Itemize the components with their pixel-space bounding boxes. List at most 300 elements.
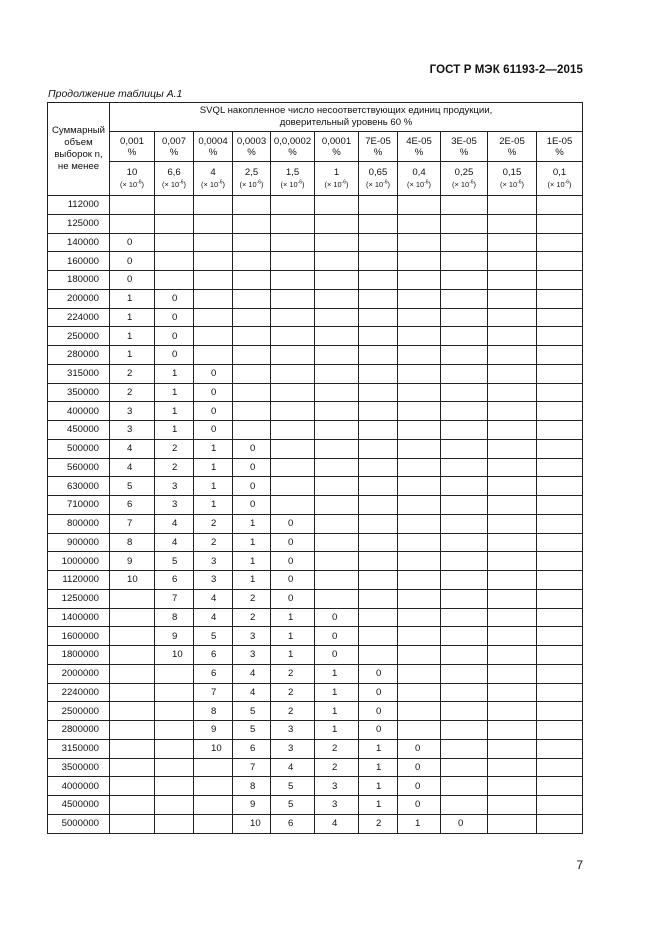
column-svql: 0,007: [161, 135, 186, 147]
table-row: [48, 739, 583, 758]
count-cell: [398, 289, 441, 308]
count-cell: [537, 252, 583, 271]
count-cell: [537, 552, 583, 571]
count-cell: [441, 289, 488, 308]
count-cell: 3: [110, 421, 155, 440]
count-cell: [359, 346, 398, 365]
table-row: [48, 814, 583, 833]
sample-size-cell: 4500000: [48, 796, 110, 815]
count-cell: [441, 364, 488, 383]
column-svql: 2E-05: [499, 135, 525, 147]
count-cell: [398, 233, 441, 252]
table-row: [48, 271, 583, 290]
count-cell: 2: [155, 458, 194, 477]
count-cell: 0: [233, 439, 271, 458]
count-cell: [194, 796, 233, 815]
count-cell: 3: [271, 721, 315, 740]
column-ppm: [271, 162, 315, 196]
count-cell: 0: [194, 421, 233, 440]
count-cell: [537, 308, 583, 327]
count-cell: [194, 758, 233, 777]
count-cell: [441, 721, 488, 740]
count-cell: 1: [359, 739, 398, 758]
count-cell: 0: [271, 552, 315, 571]
count-cell: [359, 514, 398, 533]
count-cell: [441, 214, 488, 233]
count-cell: [488, 533, 537, 552]
table-row: [48, 608, 583, 627]
count-cell: 4: [194, 608, 233, 627]
count-cell: 4: [110, 458, 155, 477]
count-cell: 0: [359, 664, 398, 683]
count-cell: [155, 758, 194, 777]
count-cell: [441, 233, 488, 252]
count-cell: 3: [155, 477, 194, 496]
count-cell: [155, 796, 194, 815]
count-cell: [537, 496, 583, 515]
count-cell: [271, 308, 315, 327]
count-cell: [359, 552, 398, 571]
count-cell: 5: [155, 552, 194, 571]
sample-size-cell: 2500000: [48, 702, 110, 721]
count-cell: [194, 327, 233, 346]
count-cell: [441, 439, 488, 458]
count-cell: [155, 721, 194, 740]
count-cell: [233, 308, 271, 327]
sample-size-cell: 125000: [48, 214, 110, 233]
count-cell: 0: [233, 496, 271, 515]
column-header: [155, 132, 194, 162]
count-cell: 2: [271, 664, 315, 683]
count-cell: 2: [315, 758, 359, 777]
count-cell: 3: [194, 552, 233, 571]
count-cell: 10: [233, 814, 271, 833]
count-cell: [359, 364, 398, 383]
count-cell: [441, 383, 488, 402]
count-cell: [359, 458, 398, 477]
count-cell: 0: [194, 383, 233, 402]
sample-size-cell: 4000000: [48, 777, 110, 796]
count-cell: [488, 664, 537, 683]
count-cell: [359, 402, 398, 421]
count-cell: [315, 196, 359, 215]
count-cell: [315, 439, 359, 458]
count-cell: [315, 477, 359, 496]
count-cell: [441, 702, 488, 721]
count-cell: [488, 814, 537, 833]
count-cell: [441, 514, 488, 533]
count-cell: [315, 571, 359, 590]
count-cell: 8: [155, 608, 194, 627]
sample-size-cell: 1400000: [48, 608, 110, 627]
count-cell: 3: [233, 627, 271, 646]
count-cell: [233, 364, 271, 383]
count-cell: [537, 664, 583, 683]
count-cell: 6: [233, 739, 271, 758]
column-ppm: [233, 162, 271, 196]
count-cell: [271, 458, 315, 477]
table-row: [48, 796, 583, 815]
sample-size-cell: 1800000: [48, 646, 110, 665]
count-cell: [359, 383, 398, 402]
sample-size-cell: 900000: [48, 533, 110, 552]
count-cell: [537, 814, 583, 833]
count-cell: [488, 233, 537, 252]
sample-size-cell: 315000: [48, 364, 110, 383]
row-header-line: Суммарный: [51, 125, 106, 136]
count-cell: [359, 608, 398, 627]
column-percent: %: [169, 146, 179, 158]
count-cell: [194, 777, 233, 796]
count-cell: 1: [110, 289, 155, 308]
sample-size-cell: 1000000: [48, 552, 110, 571]
column-ppm-value: 1: [333, 166, 340, 178]
column-svql: 0,0004: [198, 135, 228, 147]
sample-size-cell: 710000: [48, 496, 110, 515]
sample-size-cell: 3150000: [48, 739, 110, 758]
count-cell: 3: [155, 496, 194, 515]
count-cell: 2: [110, 383, 155, 402]
count-cell: [398, 421, 441, 440]
count-cell: [488, 252, 537, 271]
count-cell: [488, 196, 537, 215]
column-percent: %: [288, 146, 297, 158]
count-cell: [537, 608, 583, 627]
column-ppm: [398, 162, 441, 196]
count-cell: [155, 271, 194, 290]
count-cell: 9: [110, 552, 155, 571]
multiplier: (× $10^{-6}$): [452, 179, 476, 190]
count-cell: [110, 214, 155, 233]
count-cell: 2: [315, 739, 359, 758]
count-cell: 3: [194, 571, 233, 590]
count-cell: [359, 496, 398, 515]
table-row: [48, 627, 583, 646]
count-cell: 0: [359, 721, 398, 740]
count-cell: 1: [233, 552, 271, 571]
count-cell: 0: [315, 627, 359, 646]
count-cell: [441, 496, 488, 515]
count-cell: [271, 196, 315, 215]
count-cell: [359, 233, 398, 252]
count-cell: [110, 702, 155, 721]
count-cell: 5: [194, 627, 233, 646]
count-cell: [398, 477, 441, 496]
column-ppm: [441, 162, 488, 196]
count-cell: [155, 214, 194, 233]
count-cell: [359, 421, 398, 440]
count-cell: [398, 552, 441, 571]
count-cell: [537, 683, 583, 702]
table-row: [48, 702, 583, 721]
sample-size-cell: 1600000: [48, 627, 110, 646]
count-cell: [359, 589, 398, 608]
count-cell: [398, 196, 441, 215]
count-cell: [488, 571, 537, 590]
count-cell: 4: [155, 514, 194, 533]
table-row: [48, 777, 583, 796]
count-cell: [359, 439, 398, 458]
count-cell: [271, 252, 315, 271]
count-cell: [233, 383, 271, 402]
count-cell: 6: [271, 814, 315, 833]
count-cell: [488, 608, 537, 627]
count-cell: 4: [233, 683, 271, 702]
count-cell: [271, 364, 315, 383]
count-cell: [398, 214, 441, 233]
count-cell: 2: [271, 683, 315, 702]
count-cell: 1: [155, 402, 194, 421]
table-row: [48, 289, 583, 308]
column-svql: 0,0001: [321, 135, 352, 147]
count-cell: [271, 289, 315, 308]
count-cell: [441, 533, 488, 552]
count-cell: [441, 796, 488, 815]
column-ppm-value: 10: [126, 166, 138, 178]
column-ppm-value: 0,15: [502, 166, 522, 178]
column-ppm: [359, 162, 398, 196]
count-cell: [359, 327, 398, 346]
count-cell: [359, 214, 398, 233]
row-header-line: объем: [64, 137, 93, 148]
column-svql: 7E-05: [365, 135, 391, 147]
count-cell: [315, 383, 359, 402]
count-cell: [537, 383, 583, 402]
column-ppm-value: 1,5: [285, 166, 300, 178]
sample-size-cell: 2800000: [48, 721, 110, 740]
count-cell: [194, 289, 233, 308]
count-cell: [537, 364, 583, 383]
count-cell: 7: [233, 758, 271, 777]
count-cell: [537, 346, 583, 365]
count-cell: [315, 589, 359, 608]
count-cell: 0: [271, 514, 315, 533]
table-row: [48, 402, 583, 421]
count-cell: 1: [359, 758, 398, 777]
count-cell: [233, 402, 271, 421]
count-cell: [271, 233, 315, 252]
count-cell: [488, 496, 537, 515]
count-cell: [315, 233, 359, 252]
count-cell: [537, 721, 583, 740]
column-percent: %: [507, 146, 517, 158]
multiplier: (× $10^{-6}$): [324, 179, 349, 190]
column-ppm: [155, 162, 194, 196]
count-cell: 1: [155, 383, 194, 402]
count-cell: 6: [155, 571, 194, 590]
sample-size-cell: 200000: [48, 289, 110, 308]
count-cell: [155, 196, 194, 215]
count-cell: [110, 777, 155, 796]
count-cell: [315, 252, 359, 271]
count-cell: [488, 289, 537, 308]
count-cell: [271, 383, 315, 402]
table-row: [48, 514, 583, 533]
column-header: [233, 132, 271, 162]
count-cell: [155, 664, 194, 683]
multiplier: (× $10^{-6}$): [366, 179, 390, 190]
count-cell: 1: [233, 514, 271, 533]
sample-size-cell: 2000000: [48, 664, 110, 683]
column-header: [194, 132, 233, 162]
count-cell: [233, 289, 271, 308]
count-cell: 0: [271, 571, 315, 590]
count-cell: 5: [233, 721, 271, 740]
table-row: [48, 758, 583, 777]
count-cell: [488, 271, 537, 290]
column-percent: %: [332, 146, 341, 158]
sample-size-cell: 400000: [48, 402, 110, 421]
count-cell: [398, 683, 441, 702]
count-cell: [315, 533, 359, 552]
sample-size-cell: 180000: [48, 271, 110, 290]
count-cell: [110, 814, 155, 833]
column-header: [359, 132, 398, 162]
count-cell: [315, 552, 359, 571]
count-cell: [271, 327, 315, 346]
count-cell: [488, 214, 537, 233]
count-cell: [233, 421, 271, 440]
table-row: [48, 346, 583, 365]
group-header: [110, 103, 583, 132]
count-cell: [441, 552, 488, 571]
count-cell: [488, 646, 537, 665]
count-cell: 1: [233, 571, 271, 590]
count-cell: [488, 477, 537, 496]
row-header: [48, 103, 110, 196]
count-cell: 0: [315, 608, 359, 627]
count-cell: [359, 571, 398, 590]
count-cell: 4: [271, 758, 315, 777]
count-cell: [194, 814, 233, 833]
count-cell: [441, 477, 488, 496]
count-cell: 0: [155, 346, 194, 365]
count-cell: [441, 608, 488, 627]
count-cell: [194, 196, 233, 215]
count-cell: 10: [110, 571, 155, 590]
sample-size-cell: 3500000: [48, 758, 110, 777]
count-cell: [488, 627, 537, 646]
count-cell: [488, 777, 537, 796]
count-cell: 6: [194, 646, 233, 665]
multiplier: (× $10^{-6}$): [500, 179, 524, 190]
column-header: [110, 132, 155, 162]
count-cell: [194, 214, 233, 233]
count-cell: [398, 627, 441, 646]
count-cell: [315, 308, 359, 327]
column-svql: 0,0003: [236, 135, 267, 147]
sample-size-cell: 2240000: [48, 683, 110, 702]
count-cell: [488, 383, 537, 402]
count-cell: [110, 196, 155, 215]
column-ppm: [194, 162, 233, 196]
count-cell: 1: [359, 796, 398, 815]
count-cell: 4: [315, 814, 359, 833]
count-cell: [271, 477, 315, 496]
count-cell: [441, 758, 488, 777]
count-cell: [441, 196, 488, 215]
count-cell: [537, 702, 583, 721]
count-cell: [233, 252, 271, 271]
count-cell: [315, 271, 359, 290]
count-cell: 0: [110, 271, 155, 290]
count-cell: [315, 214, 359, 233]
count-cell: [233, 196, 271, 215]
count-cell: [537, 402, 583, 421]
table-row: [48, 196, 583, 215]
count-cell: 6: [194, 664, 233, 683]
count-cell: 1: [271, 627, 315, 646]
column-ppm-value: 0,4: [412, 166, 426, 178]
multiplier: (× $10^{-6}$): [407, 179, 431, 190]
sample-size-cell: 160000: [48, 252, 110, 271]
count-cell: 1: [315, 683, 359, 702]
table-row: [48, 252, 583, 271]
count-cell: 3: [233, 646, 271, 665]
count-cell: [488, 308, 537, 327]
count-cell: [398, 496, 441, 515]
count-cell: [441, 402, 488, 421]
count-cell: [441, 589, 488, 608]
count-cell: [441, 308, 488, 327]
count-cell: 5: [271, 777, 315, 796]
count-cell: [488, 683, 537, 702]
column-ppm-value: 0,25: [454, 166, 474, 178]
count-cell: [315, 458, 359, 477]
count-cell: [488, 758, 537, 777]
count-cell: [537, 739, 583, 758]
count-cell: [398, 402, 441, 421]
table-row: [48, 477, 583, 496]
column-header: [271, 132, 315, 162]
count-cell: 2: [194, 533, 233, 552]
column-svql: 3E-05: [451, 135, 477, 147]
count-cell: [537, 458, 583, 477]
count-cell: [537, 327, 583, 346]
count-cell: 0: [155, 327, 194, 346]
count-cell: [441, 571, 488, 590]
count-cell: 0: [233, 458, 271, 477]
multiplier: (× $10^{-6}$): [239, 179, 264, 190]
count-cell: 1: [271, 646, 315, 665]
count-cell: 4: [194, 589, 233, 608]
count-cell: [441, 421, 488, 440]
count-cell: [155, 683, 194, 702]
column-svql: 0,001: [119, 135, 144, 147]
count-cell: [398, 439, 441, 458]
count-cell: [398, 514, 441, 533]
count-cell: 5: [271, 796, 315, 815]
table-row: [48, 364, 583, 383]
count-cell: [398, 571, 441, 590]
count-cell: [359, 271, 398, 290]
column-header: [488, 132, 537, 162]
count-cell: 1: [398, 814, 441, 833]
column-ppm-value: 2,5: [244, 166, 259, 178]
multiplier: (× $10^{-6}$): [280, 179, 305, 190]
count-cell: 0: [441, 814, 488, 833]
count-cell: [441, 739, 488, 758]
column-header: [398, 132, 441, 162]
count-cell: [488, 721, 537, 740]
count-cell: [537, 758, 583, 777]
count-cell: 3: [315, 777, 359, 796]
count-cell: 1: [155, 421, 194, 440]
column-ppm-value: 0,65: [368, 166, 388, 178]
column-header: [537, 132, 583, 162]
count-cell: 1: [194, 477, 233, 496]
count-cell: [398, 664, 441, 683]
